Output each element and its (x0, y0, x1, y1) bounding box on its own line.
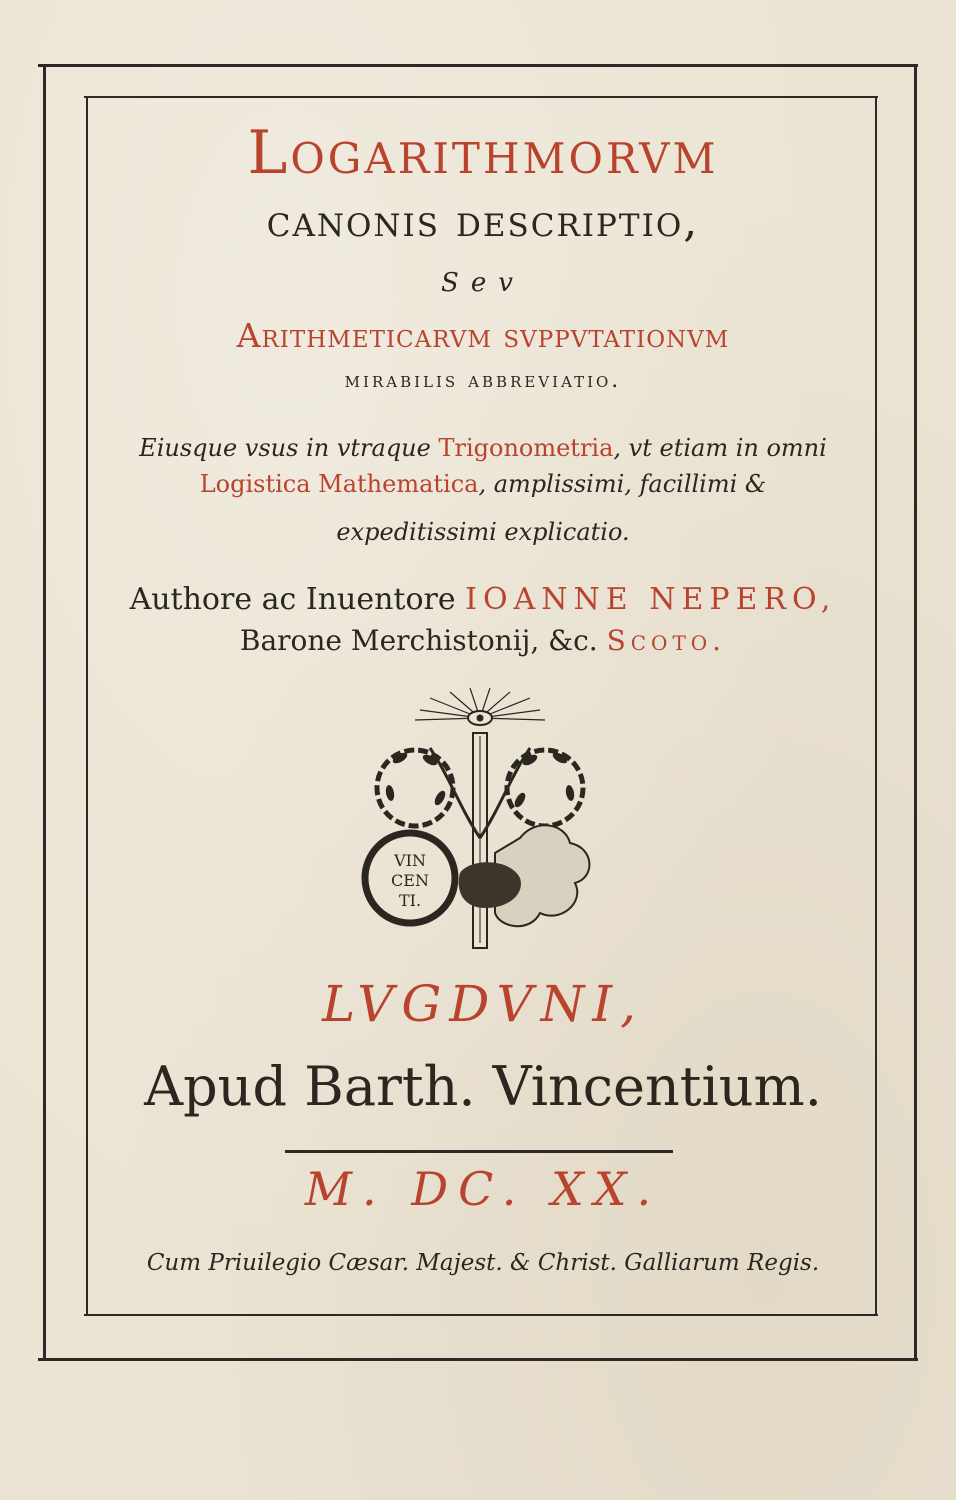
outer-border-left (43, 64, 46, 1361)
emblem-text-1: VIN (394, 851, 426, 870)
outer-border-right (914, 64, 917, 1361)
inner-border-bottom (84, 1314, 878, 1316)
desc-1-b: Trigonometria (438, 434, 614, 462)
outer-border-top (38, 64, 918, 67)
author-2-a: Barone Merchistonij, &c. (239, 624, 607, 657)
imprint-place: LVGDVNI, (321, 975, 645, 1033)
title-line-1: Logarithmorvm (247, 118, 719, 188)
imprint-year: M. DC. XX. (304, 1162, 662, 1216)
emblem-text-2: CEN (391, 871, 429, 890)
title-line-2: canonis descriptio, (266, 196, 700, 247)
description-line-1 (90, 434, 876, 462)
author-1-a: Authore ac Inuentore (129, 582, 466, 617)
desc-2-b: , amplissimi, facillimi & (478, 470, 767, 498)
imprint-publisher: Apud Barth. Vincentium. (144, 1055, 822, 1118)
description-line-2 (90, 470, 876, 498)
publisher-rule (285, 1150, 673, 1153)
title-line-4: mirabilis abbreviatio. (344, 368, 622, 393)
author-nation: Scoto. (606, 624, 727, 657)
outer-border-bottom (38, 1358, 918, 1361)
author-line-1 (90, 582, 876, 617)
description-line-3: expeditissimi explicatio. (336, 518, 630, 546)
author-name: IOANNE NEPERO, (465, 582, 837, 617)
printers-device-emblem (360, 688, 600, 958)
emblem-text-3: TI. (398, 891, 422, 910)
inner-border-left (86, 96, 88, 1316)
title-line-3: Arithmeticarvm svppvtationvm (236, 316, 730, 355)
privilege-line: Cum Priuilegio Cæsar. Majest. & Christ. Galliarum Regis. (146, 1250, 820, 1276)
desc-1-c: , vt etiam in omni (613, 434, 827, 462)
author-line-2 (90, 624, 876, 657)
title-seu: Sev (441, 268, 525, 298)
desc-2-a: Logistica Mathematica (199, 470, 479, 498)
desc-1-a: Eiusque vsus in vtraque (139, 434, 439, 462)
inner-border-top (84, 96, 878, 98)
